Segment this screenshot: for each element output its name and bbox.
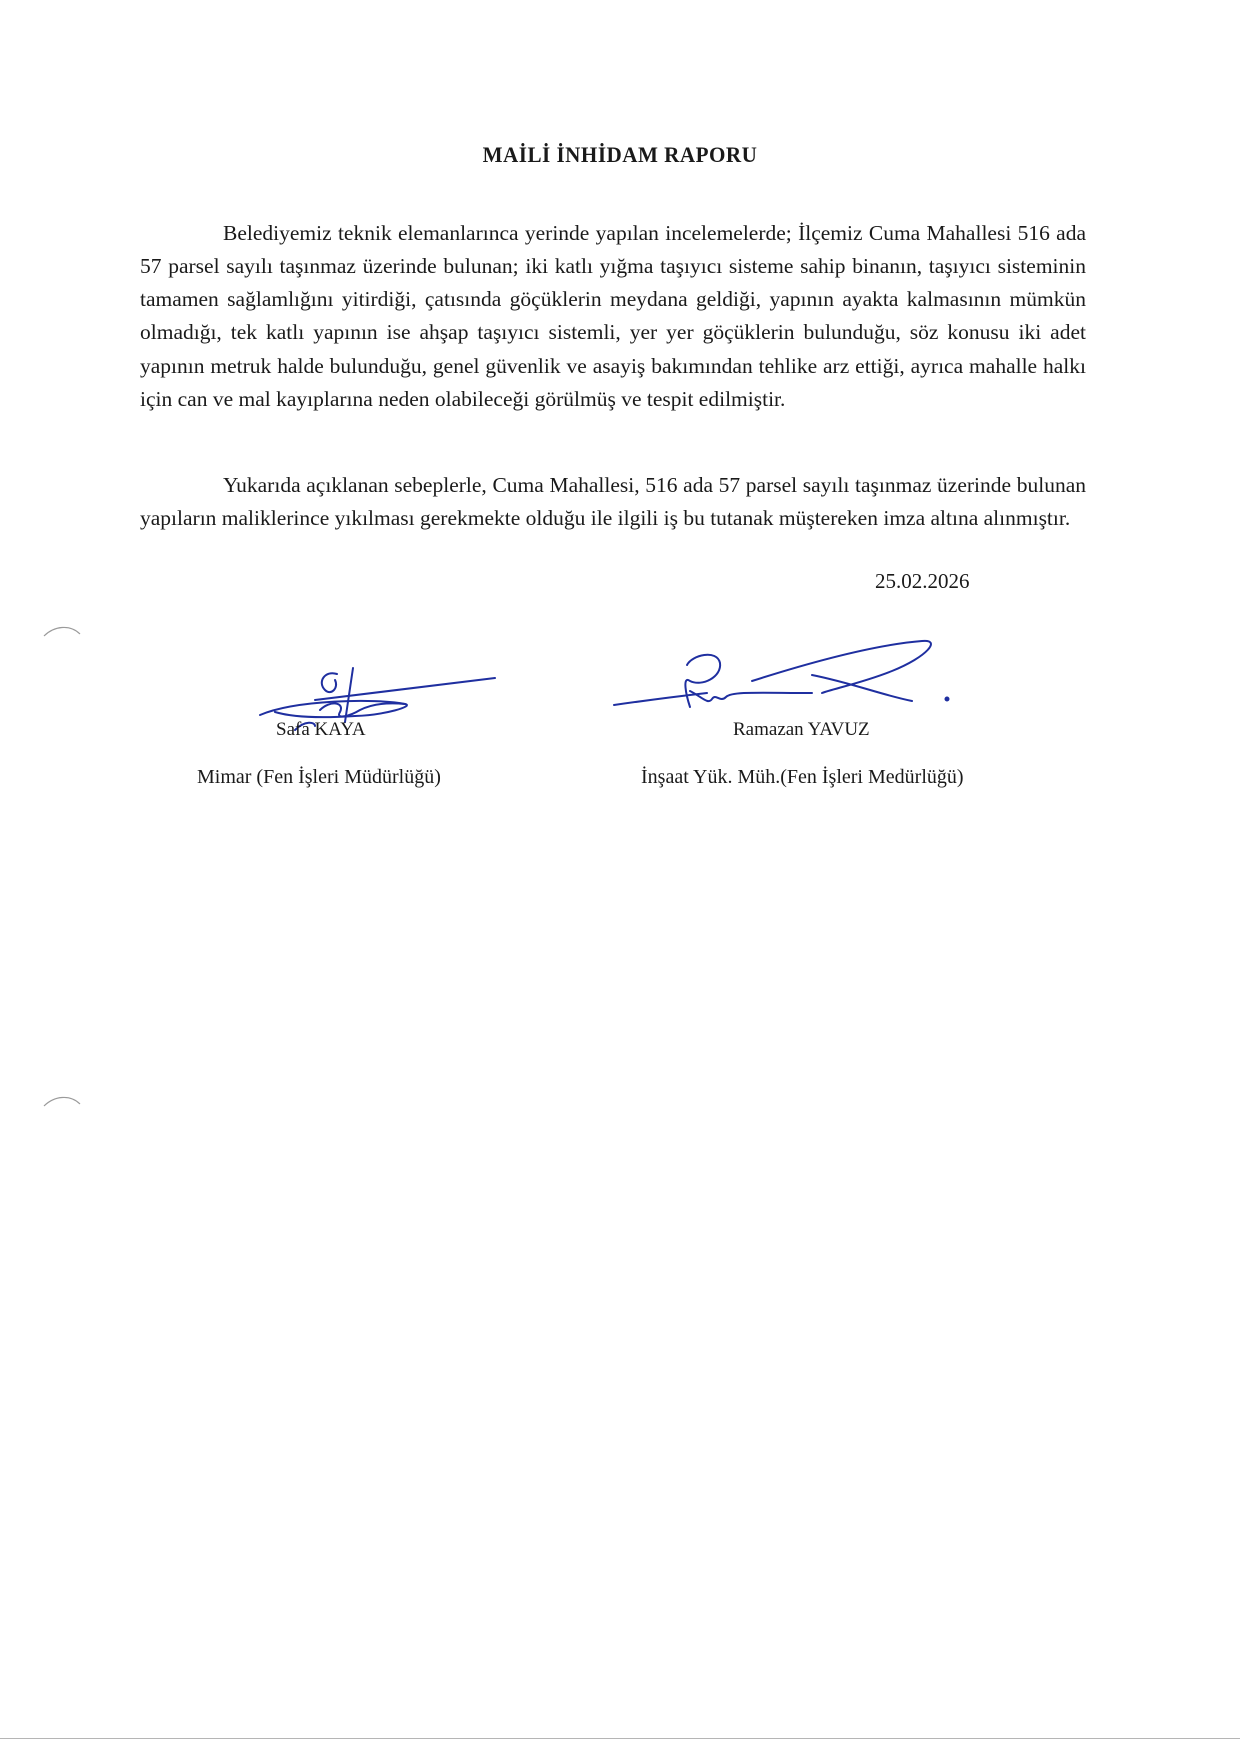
signatory-1-name: Safa KAYA [276,719,366,740]
punch-hole-mark-bottom [40,1090,90,1120]
signatory-1-role: Mimar (Fen İşleri Müdürlüğü) [197,766,441,788]
report-date: 25.02.2026 [875,569,970,593]
body-paragraph-1: Belediyemiz teknik elemanlarınca yerinde yapılan incelemelerde; İlçemiz Cuma Mahallesi 516 ada 57 parsel sayılı taşınmaz üzerinde bulunan; iki katlı yığma taşıyıcı sisteme sahip binanın, taşıyıcı sisteminin tamamen sağlamlığını yitirdiği, çatısında göçüklerin meydana geldiği, yapının ayakta kalmasının mümkün olmadığı, tek katlı yapının ise ahşap taşıyıcı sistemli, yer yer göçüklerin bulunduğu, söz konusu iki adet yapının metruk halde bulunduğu, genel güvenlik ve asayiş bakımından tehlike arz ettiği, ayrıca mahalle halkı için can ve mal kayıplarına neden olabileceği görülmüş ve tespit edilmiştir. [140,220,1086,411]
scan-edge-line [0,1738,1240,1739]
body-paragraph-2: Yukarıda açıklanan sebeplerle, Cuma Mahallesi, 516 ada 57 parsel sayılı taşınmaz üzerinde bulunan yapıların maliklerince yıkılması gerekmekte olduğu ile ilgili iş bu tutanak müştereken imza altına alınmıştır. [140,472,1086,530]
punch-hole-mark-top [40,620,90,650]
signatory-2-role: İnşaat Yük. Müh.(Fen İşleri Medürlüğü) [641,766,964,788]
signature-ramazan-yavuz [612,635,952,715]
signatory-2-name: Ramazan YAVUZ [733,719,870,740]
document-title: MAİLİ İNHİDAM RAPORU [482,142,758,167]
